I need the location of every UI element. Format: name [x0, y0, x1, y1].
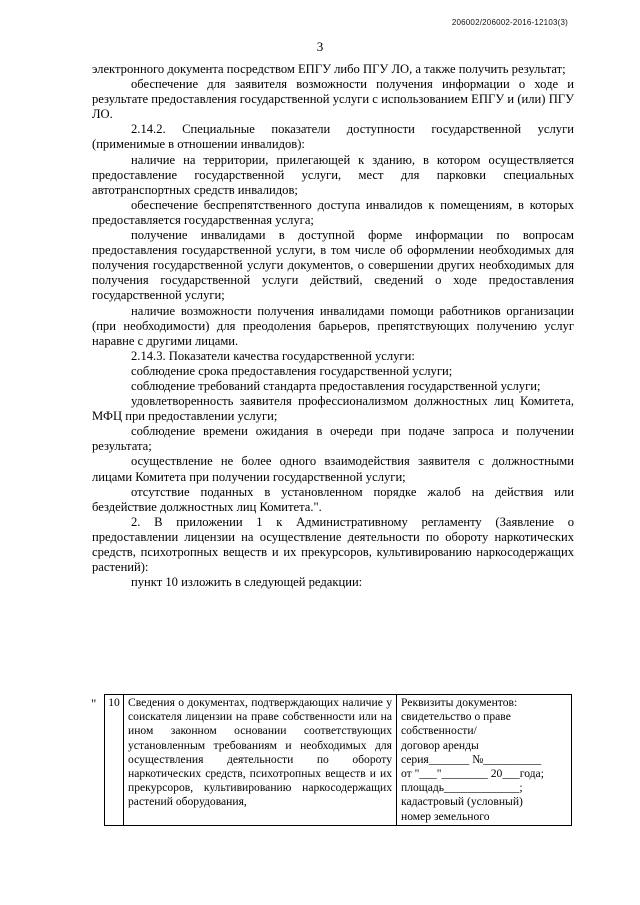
requisites-line: кадастровый (условный) [401, 795, 523, 809]
paragraph: наличие на территории, прилегающей к зданию, в котором осуществляется предоставление государственной услуги, мест для парковки специальных автотранспортных средств инвалидов; [92, 152, 574, 197]
paragraph: получение инвалидами в доступной форме информации по вопросам предоставления государственной услуги, в том числе об оформлении необходимых для получения государственной услуги документов, о совершении других необходимых для получения государственной услуги действий, сведений о ходе предоставления государственной услуги; [92, 228, 574, 303]
paragraph: соблюдение срока предоставления государственной услуги; [131, 363, 453, 378]
paragraph: осуществление не более одного взаимодействия заявителя с должностными лицами Комитета при получении государственной услуги; [92, 454, 574, 484]
row-number: 10 [105, 695, 124, 826]
section-heading: 2.14.3. Показатели качества государственной услуги: [131, 348, 415, 363]
paragraph: отсутствие поданных в установленном порядке жалоб на действия или бездействие должностных лиц Комитета.". [92, 484, 574, 514]
open-quote: " [91, 696, 97, 711]
requisites-line: от "___"________ 20___года; [401, 767, 544, 781]
requisites-line: номер земельного [401, 809, 490, 823]
paragraph: пункт 10 изложить в следующей редакции: [131, 575, 363, 590]
document-code: 206002/206002-2016-12103(3) [451, 18, 568, 27]
requisites-line: Реквизиты документов: [401, 696, 518, 709]
requisites-line: договор аренды [401, 738, 479, 752]
paragraph: электронного документа посредством ЕПГУ либо ПГУ ЛО, а также получить результат; [92, 62, 566, 76]
paragraph: обеспечение для заявителя возможности получения информации о ходе и результате предоставления государственной услуги с использованием ЕПГУ и (или) ПГУ ЛО. [92, 77, 574, 122]
paragraph: соблюдение требований стандарта предоставления государственной услуги; [131, 378, 541, 393]
requisites-line: серия_______ №__________ [401, 752, 542, 766]
document-requisites-cell [397, 695, 572, 826]
paragraph: 2.14.2. Специальные показатели доступности государственной услуги (применимые в отношении инвалидов): [92, 122, 574, 152]
requisites-line: собственности/ [401, 724, 477, 738]
paragraph: обеспечение беспрепятственного доступа инвалидов к помещениям, в которых предоставляется государственная услуга; [92, 197, 574, 227]
paragraph: 2. В приложении 1 к Административному регламенту (Заявление о предоставлении лицензии на осуществление деятельности по обороту наркотических средств, психотропных веществ и их прекурсоров, культивированию наркосодержащих растений): [92, 514, 574, 575]
amendment-table [104, 694, 572, 826]
paragraph: удовлетворенность заявителя профессионализмом должностных лиц Комитета, МФЦ при предоставлении услуги; [92, 394, 574, 424]
requisites-line: площадь_____________; [401, 781, 523, 795]
paragraph: соблюдение времени ожидания в очереди при подаче запроса и получении результата; [92, 424, 574, 454]
page-number: 3 [316, 39, 324, 54]
table-row [105, 695, 572, 826]
document-body [92, 62, 574, 590]
paragraph: наличие возможности получения инвалидами помощи работников организации (при необходимости) для преодоления барьеров, препятствующих получению услуг наравне с другими лицами. [92, 303, 574, 348]
documents-description-cell: Сведения о документах, подтверждающих наличие у соискателя лицензии на праве собственности или на ином законном основании соответствующих установленным требованиям и необходимых для осуществления деятельности по обороту наркотических средств, психотропных веществ и их прекурсоров, культивированию наркосодержащих растений оборудования, [124, 695, 397, 826]
requisites-line: свидетельство о праве [401, 710, 511, 724]
